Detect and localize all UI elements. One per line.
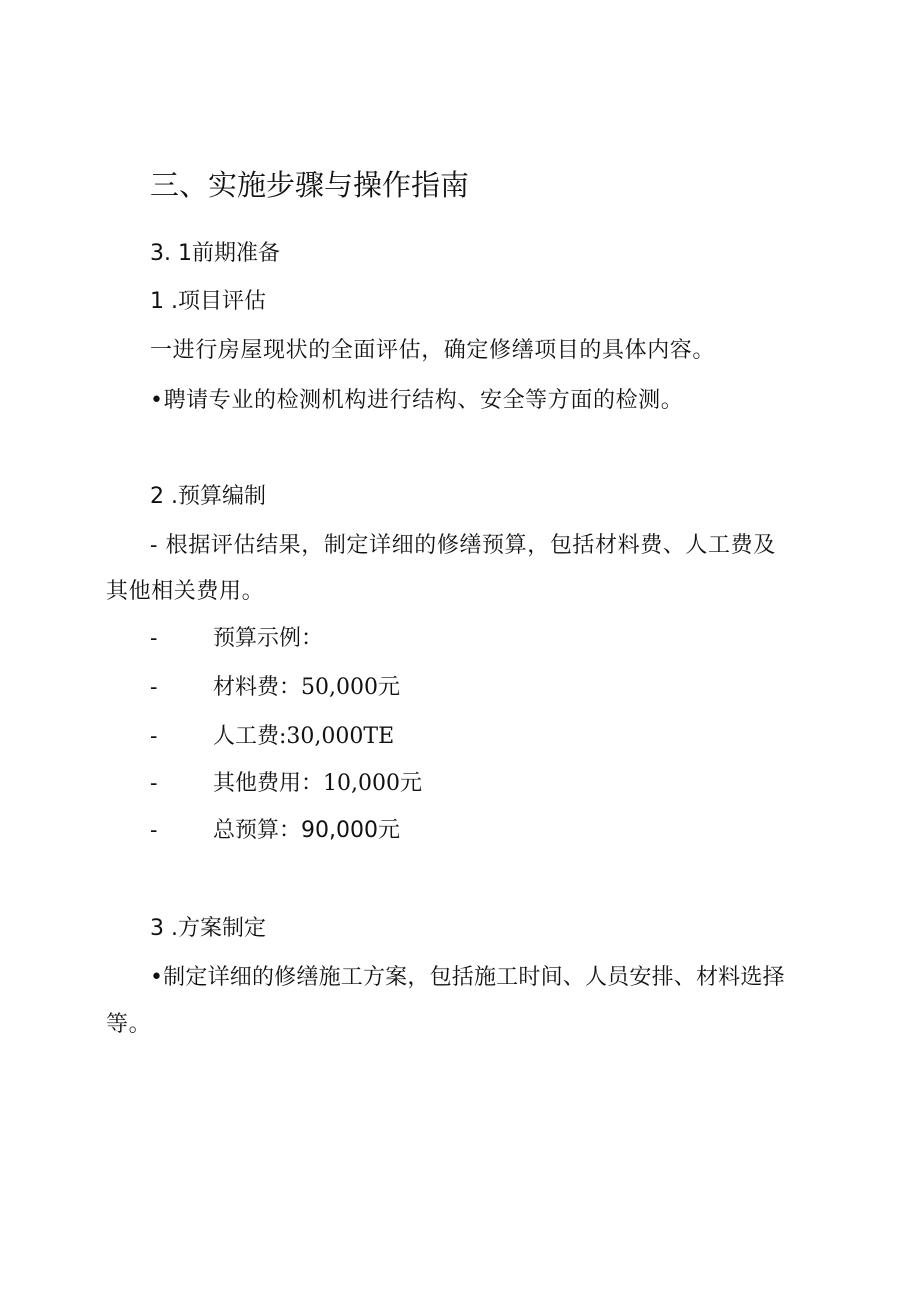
budget-total-text: 总预算：90,000元: [213, 818, 400, 843]
item1-heading: 1 .项目评估: [150, 289, 266, 314]
subsection-title: 3. 1前期准备: [150, 241, 280, 266]
item2-paragraph-line-1: - 根据评估结果，制定详细的修缮预算，包括材料费、人工费及: [150, 533, 776, 558]
dash-marker: -: [150, 626, 158, 651]
dash-marker: -: [150, 771, 158, 796]
dash-marker: -: [150, 675, 158, 700]
section-title: 三、实施步骤与操作指南: [150, 168, 470, 202]
item3-heading: 3 .方案制定: [150, 916, 266, 941]
item3-paragraph-line-1: •制定详细的修缮施工方案，包括施工时间、人员安排、材料选择: [150, 965, 785, 990]
budget-materials-text: 材料费：50,000元: [213, 675, 400, 700]
dash-marker: -: [150, 818, 158, 843]
budget-labor-text: 人工费:30,000TE: [213, 724, 395, 749]
dash-marker: -: [150, 724, 158, 749]
item1-line-2: •聘请专业的检测机构进行结构、安全等方面的检测。: [150, 388, 684, 413]
budget-other-text: 其他费用：10,000元: [213, 771, 422, 796]
budget-example-label: 预算示例：: [213, 626, 324, 651]
item1-line-1: 一进行房屋现状的全面评估，确定修缮项目的具体内容。: [150, 338, 716, 363]
item2-paragraph-line-2: 其他相关费用。: [106, 579, 265, 604]
item3-paragraph-line-2: 等。: [106, 1012, 152, 1037]
item2-heading: 2 .预算编制: [150, 484, 266, 509]
